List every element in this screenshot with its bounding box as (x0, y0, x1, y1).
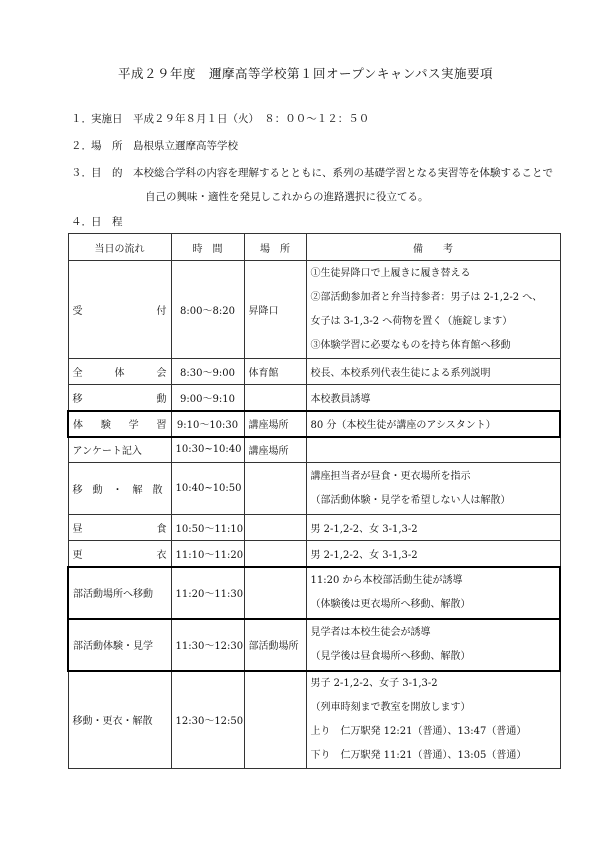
section-date (71, 112, 369, 126)
cell-time: 11:20～11:30 (171, 567, 244, 619)
cell-time: 11:30～12:30 (171, 619, 244, 671)
cell-time: 10:30~10:40 (171, 437, 244, 463)
note-line: 上り 仁万駅発 12:21（普通）、13:47（普通） (310, 725, 527, 737)
cell-time: 12:30～12:50 (171, 671, 244, 769)
note-line: ①生徒昇降口で上履きに履き替える (310, 267, 471, 279)
section-schedule (71, 215, 123, 229)
cell-notes (306, 619, 560, 671)
section-label: 目 的 (91, 167, 123, 179)
note-line: 男子 2-1,2-2、女子 3-1,3-2 (310, 677, 438, 689)
cell-place: 体育館 (244, 359, 306, 385)
cell-time: 11:10～11:20 (171, 541, 244, 567)
cell-place: 講座場所 (244, 411, 306, 437)
schedule-table (67, 233, 561, 769)
cell-time: 9:00～9:10 (171, 385, 244, 411)
cell-place (244, 671, 306, 769)
cell-time: 10:40~10:50 (171, 463, 244, 515)
note-line: 見学者は本校生徒会が誘導 (310, 626, 431, 638)
section-label: 場 所 (91, 140, 123, 152)
page-title: 平成２９年度 邇摩高等学校第１回オープンキャンパス実施要項 (117, 66, 493, 81)
cell-time: 10:50～11:10 (171, 515, 244, 541)
cell-notes (306, 437, 560, 463)
cell-notes: 校長、本校系列代表生徒による系列説明 (306, 359, 560, 385)
cell-flow: 体 験 学 習 (68, 411, 171, 437)
cell-flow: 移動・更衣・解散 (68, 671, 171, 769)
cell-notes (306, 671, 560, 769)
table-row (68, 359, 560, 385)
header-flow: 当日の流れ (68, 234, 171, 261)
cell-flow: 移 動 ・ 解 散 (68, 463, 171, 515)
cell-time: 8:30～9:00 (171, 359, 244, 385)
section-number: １． (71, 113, 92, 125)
table-row (68, 619, 560, 671)
header-notes: 備 考 (306, 234, 560, 261)
cell-place: 部活動場所 (244, 619, 306, 671)
table-header-row (68, 234, 560, 261)
table-row (68, 411, 560, 437)
cell-flow: 部活動体験・見学 (68, 619, 171, 671)
cell-time: 8:00～8:20 (171, 261, 244, 359)
cell-time: 9:10～10:30 (171, 411, 244, 437)
section-purpose (71, 166, 553, 180)
cell-flow: 移 動 (68, 385, 171, 411)
note-line: 11:20 から本校部活動生徒が誘導 (310, 574, 463, 586)
note-line: ③体験学習に必要なものを持ち体育館へ移動 (310, 339, 511, 351)
cell-notes: 80 分（本校生徒が講座のアシスタント） (306, 411, 560, 437)
cell-notes: 男 2-1,2-2、女 3-1,3-2 (306, 541, 560, 567)
table-row (68, 261, 560, 359)
cell-place: 講座場所 (244, 437, 306, 463)
note-line: 講座担当者が昼食・更衣場所を指示 (310, 470, 471, 482)
section-value: 島根県立邇摩高等学校 (133, 140, 238, 152)
table-row (68, 515, 560, 541)
cell-flow: 受 付 (68, 261, 171, 359)
table-row (68, 671, 560, 769)
cell-flow: 部活動場所へ移動 (68, 567, 171, 619)
cell-place (244, 541, 306, 567)
table-row (68, 437, 560, 463)
header-time: 時 間 (171, 234, 244, 261)
note-line: （見学後は昼食場所へ移動、解散） (310, 650, 471, 662)
section-place (71, 139, 238, 153)
table-row (68, 567, 560, 619)
section-number: ３． (71, 167, 92, 179)
cell-notes (306, 261, 560, 359)
cell-notes (306, 567, 560, 619)
section-purpose-continued: 自己の興味・適性を発見しこれからの進路選択に役立てる。 (145, 191, 429, 203)
cell-place (244, 385, 306, 411)
section-value: 平成２９年８月１日（火） ８：００～１２：５０ (133, 113, 370, 125)
cell-notes: 男 2-1,2-2、女 3-1,3-2 (306, 515, 560, 541)
note-line: ②部活動参加者と弁当持参者：男子は 2-1,2-2 へ、 (310, 291, 543, 303)
section-label: 日 程 (91, 216, 123, 228)
header-place: 場 所 (244, 234, 306, 261)
note-line: （部活動体験・見学を希望しない人は解散） (310, 494, 511, 506)
cell-flow: 更 衣 (68, 541, 171, 567)
cell-flow: 昼 食 (68, 515, 171, 541)
cell-place (244, 515, 306, 541)
note-line: 下り 仁万駅発 11:21（普通）、13:05（普通） (310, 749, 527, 761)
note-line: 女子は 3-1,3-2 へ荷物を置く（施錠します） (310, 315, 513, 327)
cell-flow: アンケート記入 (68, 437, 171, 463)
section-label: 実施日 (91, 113, 123, 125)
section-number: ４． (71, 216, 92, 228)
cell-notes: 本校教員誘導 (306, 385, 560, 411)
table-row (68, 463, 560, 515)
note-line: （体験後は更衣場所へ移動、解散） (310, 598, 471, 610)
note-line: （列車時刻まで教室を開放します） (310, 701, 471, 713)
section-number: ２． (71, 140, 92, 152)
table-row (68, 385, 560, 411)
section-value: 本校総合学科の内容を理解するとともに、系列の基礎学習となる実習等を体験することで (133, 167, 553, 179)
cell-notes (306, 463, 560, 515)
table-row (68, 541, 560, 567)
cell-flow: 全 体 会 (68, 359, 171, 385)
cell-place: 昇降口 (244, 261, 306, 359)
cell-place (244, 567, 306, 619)
cell-place (244, 463, 306, 515)
